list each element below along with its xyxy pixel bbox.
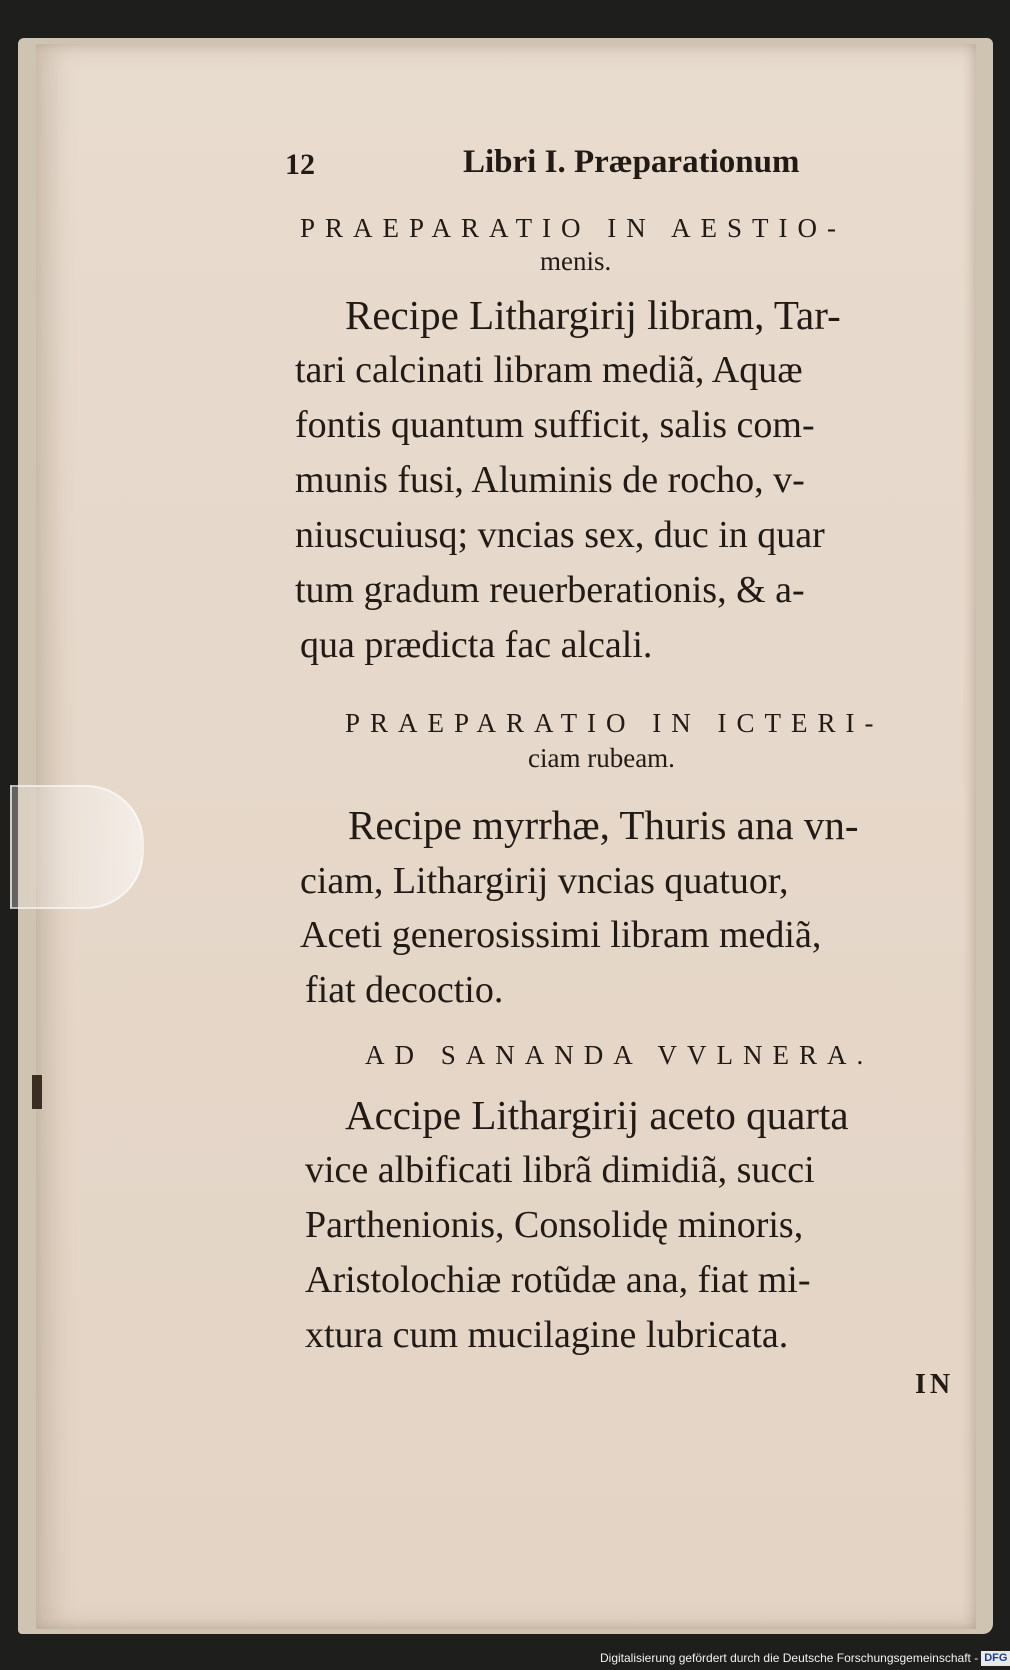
text-line: tum gradum reuerberationis, & a- [295,569,805,611]
section-heading-cont: menis. [540,246,612,276]
text-line: ciam, Lithargirij vncias quatuor, [300,860,789,902]
section-heading-cont: ciam rubeam. [528,743,675,773]
text-line: vice albificati librã dimidiã, succi [305,1149,815,1191]
section-heading: PRAEPARATIO IN ICTERI- [345,708,884,738]
text-line: munis fusi, Aluminis de rocho, v- [295,459,805,501]
credit-text: Digitalisierung gefördert durch die Deutsche Forschungsgemeinschaft - [600,1651,979,1665]
section-heading: AD SANANDA VVLNERA. [365,1040,874,1070]
text-line: niuscuiusq; vncias sex, duc in quar [295,514,825,556]
text-line: xtura cum mucilagine lubricata. [305,1314,789,1356]
text-line: qua prædicta fac alcali. [300,624,653,666]
catchword: IN [915,1369,955,1400]
text-line: fiat decoctio. [305,969,504,1011]
text-line: fontis quantum sufficit, salis com- [295,404,815,446]
folio-number: 12 [285,148,315,181]
text-line: Aceti generosissimi libram mediã, [300,914,822,956]
text-line: Aristolochiæ rotũdæ ana, fiat mi- [305,1259,811,1301]
text-line: Recipe myrrhæ, Thuris ana vn- [348,802,859,848]
running-title: Libri I. Præparationum [463,144,800,180]
text-line: Accipe Lithargirij aceto quarta [345,1092,849,1138]
text-line: tari calcinati libram mediã, Aquæ [295,349,803,391]
dfg-logo: DFG [981,1651,1010,1666]
text-line: Parthenionis, Consolidę minoris, [305,1204,804,1246]
digitization-credit [600,1648,1008,1668]
text-line: Recipe Lithargirij libram, Tar- [345,292,841,338]
section-heading: PRAEPARATIO IN AESTIO- [300,213,847,243]
